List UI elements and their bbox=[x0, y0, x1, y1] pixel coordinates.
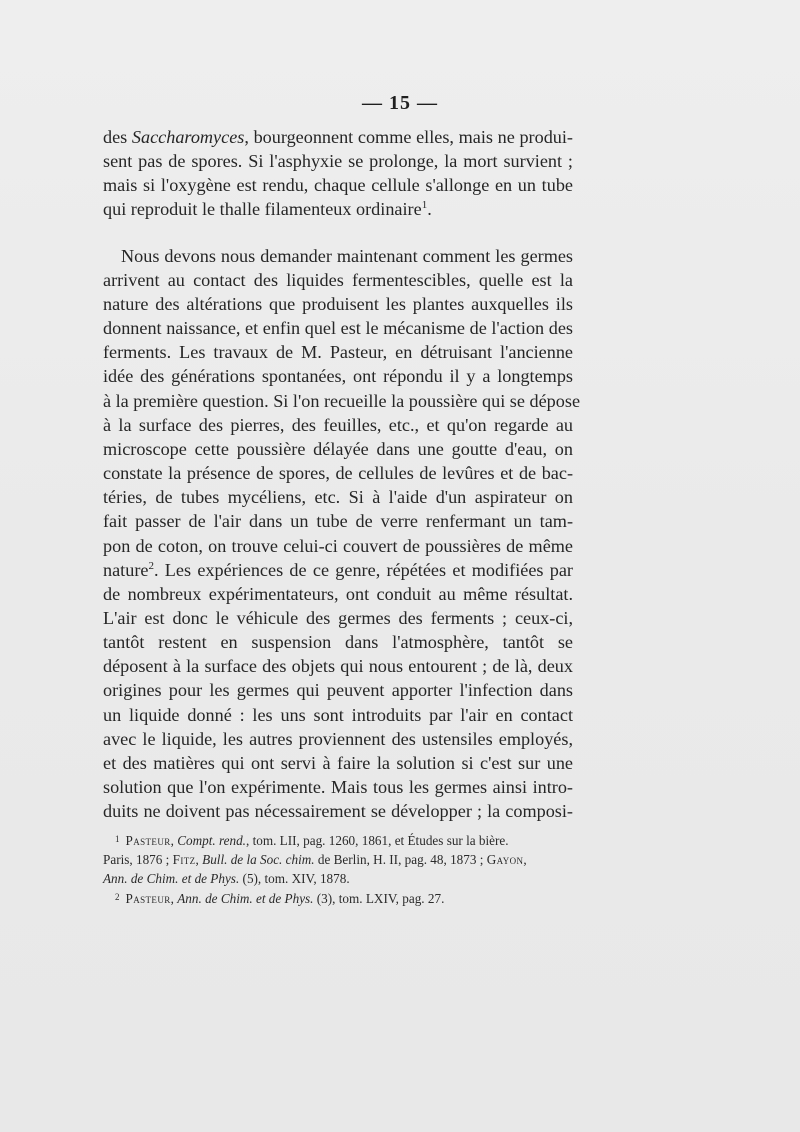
footnote-mark: 2 bbox=[115, 892, 120, 902]
footnote-ref: 1 bbox=[421, 199, 428, 212]
text-line: nature des altérations que produisent les plantes auxquelles ils bbox=[103, 293, 573, 314]
text-line: et des matières qui ont servi à faire la solution si c'est sur une bbox=[103, 752, 573, 773]
text-line: de nombreux expérimentateurs, ont conduit au même résultat. bbox=[103, 583, 573, 604]
author-name: Pasteur bbox=[125, 833, 171, 848]
body-text bbox=[103, 125, 581, 823]
author-name: Gayon bbox=[486, 852, 524, 867]
journal-title: Compt. rend. bbox=[177, 833, 246, 848]
footnote-2: $^2$ Pasteur, Ann. de Chim. et de Phys. (3), tom. LXIV, pag. 27. bbox=[115, 891, 445, 906]
italic-term: Saccharomyces bbox=[131, 127, 245, 147]
text-line: microscope cette poussière délayée dans une goutte d'eau, on bbox=[103, 438, 573, 459]
text-line: téries, de tubes mycéliens, etc. Si à l'aide d'un aspirateur on bbox=[103, 487, 573, 508]
text-line: L'air est donc le véhicule des germes des ferments ; ceux-ci, bbox=[103, 607, 573, 628]
text-line: donnent naissance, et enfin quel est le mécanisme de l'action des bbox=[103, 318, 573, 339]
journal-title: Ann. de Chim. et de Phys. bbox=[103, 871, 240, 886]
footnotes bbox=[103, 830, 583, 908]
footnote-mark: 1 bbox=[115, 834, 120, 844]
text-line: solution que l'on expérimente. Mais tous les germes ainsi intro- bbox=[103, 777, 573, 798]
paragraph-1 bbox=[103, 125, 573, 222]
text-line: constate la présence de spores, de cellules de levûres et de bac- bbox=[103, 463, 573, 484]
text-line: idée des générations spontanées, ont répondu il y a longtemps bbox=[103, 366, 573, 387]
paragraph-2 bbox=[103, 244, 581, 824]
footnote-1-line-3: Ann. de Chim. et de Phys. (5), tom. XIV, 1878. bbox=[103, 871, 350, 886]
footnote-ref: 2 bbox=[148, 559, 154, 572]
text-line: sent pas de spores. Si l'asphyxie se prolonge, la mort survient ; bbox=[103, 151, 573, 172]
journal-title: Bull. de la Soc. chim. bbox=[202, 852, 315, 867]
journal-title: Ann. de Chim. et de Phys. bbox=[177, 891, 314, 906]
text-line: à la première question. Si l'on recueille la poussière qui se dépose bbox=[103, 390, 581, 411]
text-line: déposent à la surface des objets qui nous entourent ; de là, deux bbox=[103, 656, 573, 677]
author-name: Fitz bbox=[172, 852, 196, 867]
text-line: fait passer de l'air dans un tube de verre renfermant un tam- bbox=[103, 511, 573, 532]
text-line: à la surface des pierres, des feuilles, etc., et qu'on regarde au bbox=[103, 414, 573, 435]
text-line: mais si l'oxygène est rendu, chaque cellule s'allonge en un tube bbox=[103, 175, 573, 196]
text-line: arrivent au contact des liquides fermentescibles, quelle est la bbox=[103, 269, 573, 290]
text-line: qui reproduit le thalle filamenteux ordinaire$^1$. bbox=[103, 199, 432, 220]
text-line: origines pour les germes qui peuvent apporter l'infection dans bbox=[103, 680, 573, 701]
footnote-1-line-2: Paris, 1876 ; Fitz, Bull. de la Soc. chim. de Berlin, H. II, pag. 48, 1873 ; Gayon, bbox=[103, 852, 527, 867]
text-line: tantôt restent en suspension dans l'atmosphère, tantôt se bbox=[103, 632, 573, 653]
text-line: avec le liquide, les autres proviennent des ustensiles employés, bbox=[103, 728, 573, 749]
page-number: — 15 — bbox=[362, 92, 438, 114]
footnote-1-line-1: $^1$ Pasteur, Compt. rend., tom. LII, pag. 1260, 1861, et Études sur la bière. bbox=[115, 833, 509, 848]
text-line: duits ne doivent pas nécessairement se développer ; la composi- bbox=[103, 801, 573, 822]
text-line: pon de coton, on trouve celui-ci couvert de poussières de même bbox=[103, 535, 573, 556]
text-line: Nous devons nous demander maintenant comment les germes bbox=[121, 245, 573, 266]
text-line: un liquide donné : les uns sont introduits par l'air en contact bbox=[103, 704, 573, 725]
text-line: nature$^2$. Les expériences de ce genre, répétées et modifiées par bbox=[103, 559, 573, 580]
text-line: ferments. Les travaux de M. Pasteur, en détruisant l'ancienne bbox=[103, 342, 573, 363]
text-line: des Saccharomyces, bourgeonnent comme elles, mais ne produi- bbox=[103, 127, 573, 147]
author-name: Pasteur bbox=[125, 891, 171, 906]
